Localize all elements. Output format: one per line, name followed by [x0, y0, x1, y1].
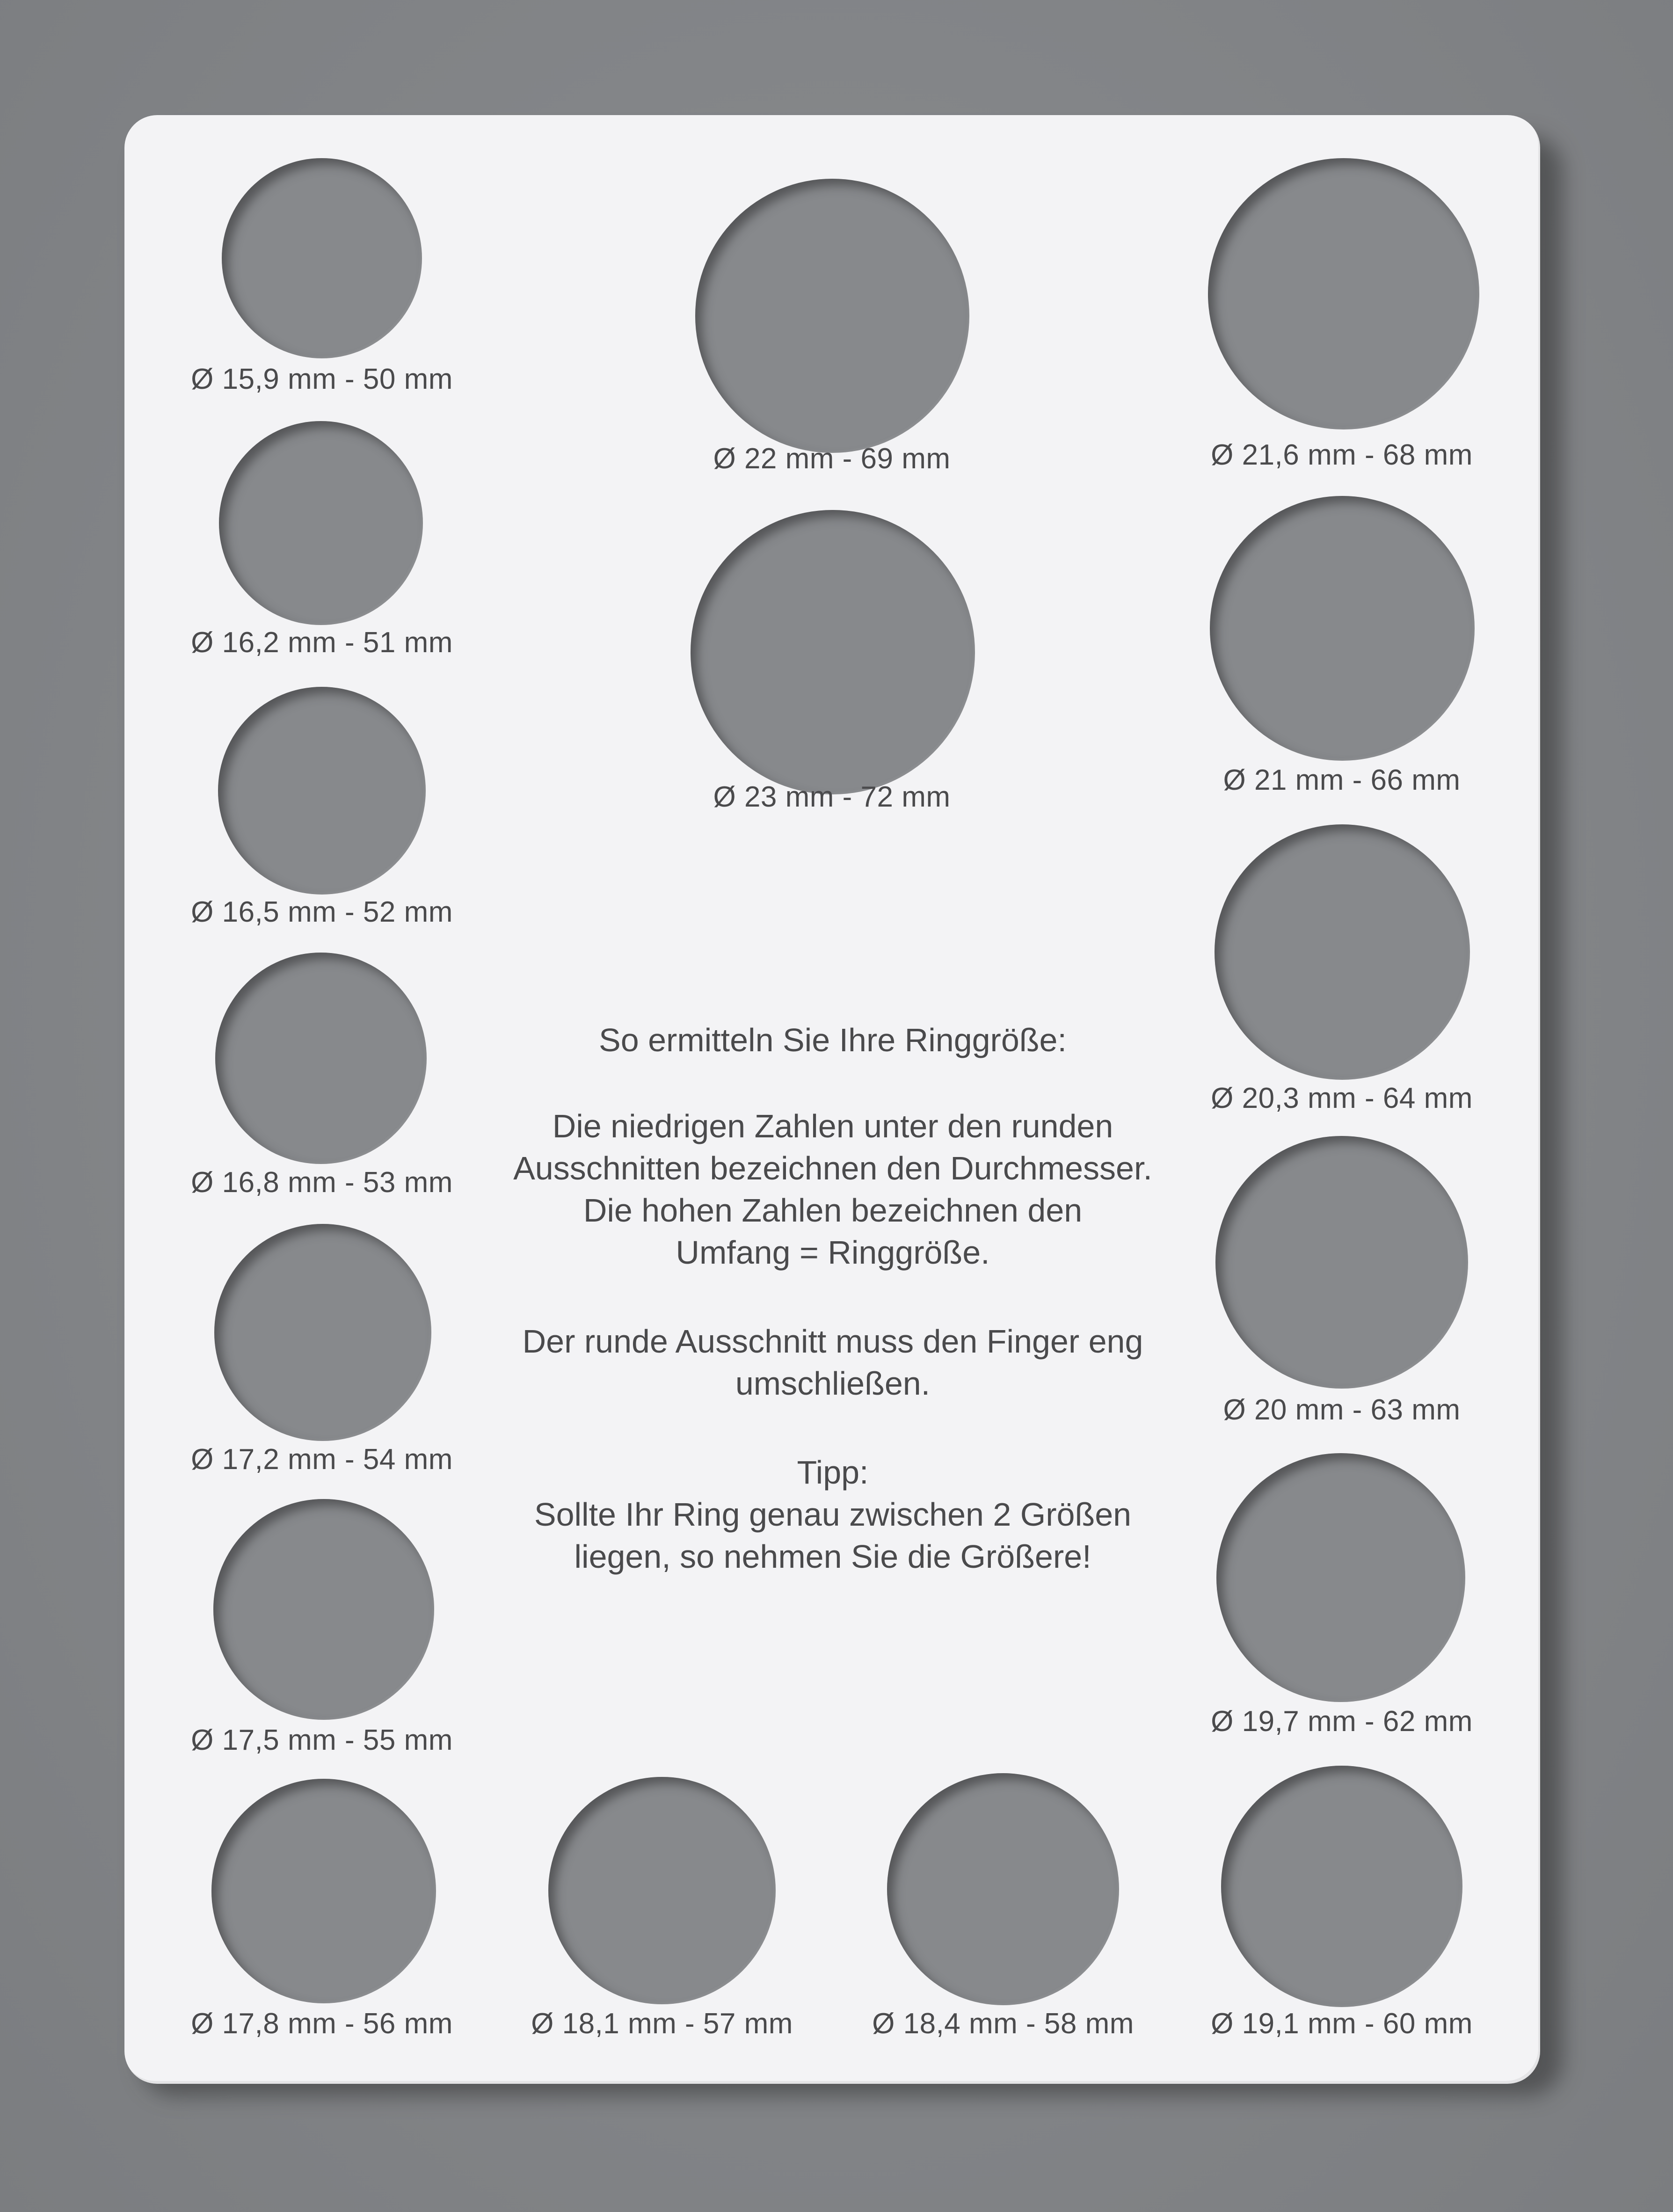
- hole-size-56: [211, 1779, 436, 2003]
- label-size-54: Ø 17,2 mm - 54 mm: [191, 1443, 453, 1476]
- hole-size-52: [218, 687, 426, 895]
- instructions-tip-line-2: liegen, so nehmen Sie die Größere!: [574, 1538, 1091, 1575]
- label-size-52: Ø 16,5 mm - 52 mm: [191, 896, 453, 928]
- hole-size-54: [214, 1224, 431, 1441]
- instructions-tip-line-1: Sollte Ihr Ring genau zwischen 2 Größen: [534, 1496, 1132, 1533]
- label-size-68: Ø 21,6 mm - 68 mm: [1211, 439, 1473, 471]
- label-size-62: Ø 19,7 mm - 62 mm: [1211, 1705, 1473, 1738]
- instructions-paragraph-1-line-2: Ausschnitten bezeichnen den Durchmesser.: [513, 1150, 1152, 1186]
- label-size-60: Ø 19,1 mm - 60 mm: [1211, 2008, 1473, 2040]
- label-size-53: Ø 16,8 mm - 53 mm: [191, 1166, 453, 1199]
- label-size-64: Ø 20,3 mm - 64 mm: [1211, 1082, 1473, 1114]
- instructions-paragraph-1-line-3: Die hohen Zahlen bezeichnen den: [583, 1192, 1083, 1229]
- hole-size-62: [1216, 1453, 1465, 1702]
- label-size-56: Ø 17,8 mm - 56 mm: [191, 2008, 453, 2040]
- label-size-57: Ø 18,1 mm - 57 mm: [531, 2008, 793, 2040]
- instructions-title: So ermitteln Sie Ihre Ringgröße:: [599, 1022, 1067, 1058]
- label-size-50: Ø 15,9 mm - 50 mm: [191, 363, 453, 395]
- hole-size-66: [1210, 496, 1475, 761]
- label-size-69: Ø 22 mm - 69 mm: [713, 443, 951, 475]
- label-size-63: Ø 20 mm - 63 mm: [1223, 1394, 1461, 1426]
- instructions-tip-title: Tipp:: [797, 1454, 869, 1491]
- hole-size-50: [222, 158, 422, 358]
- label-size-58: Ø 18,4 mm - 58 mm: [872, 2008, 1134, 2040]
- hole-size-72: [691, 510, 975, 794]
- hole-size-60: [1221, 1766, 1462, 2007]
- label-size-72: Ø 23 mm - 72 mm: [713, 781, 951, 813]
- instructions-paragraph-1-line-1: Die niedrigen Zahlen unter den runden: [552, 1108, 1113, 1144]
- instructions-paragraph-2-line-2: umschließen.: [735, 1365, 931, 1402]
- hole-size-63: [1215, 1136, 1468, 1389]
- hole-size-58: [887, 1773, 1119, 2005]
- hole-size-57: [548, 1777, 776, 2004]
- label-size-66: Ø 21 mm - 66 mm: [1223, 764, 1461, 796]
- hole-size-68: [1208, 158, 1479, 429]
- hole-size-64: [1215, 824, 1470, 1080]
- instructions-paragraph-2-line-1: Der runde Ausschnitt muss den Finger eng: [522, 1323, 1143, 1360]
- hole-size-69: [695, 179, 969, 453]
- hole-size-53: [215, 953, 427, 1164]
- label-size-55: Ø 17,5 mm - 55 mm: [191, 1724, 453, 1756]
- instructions-paragraph-1-line-4: Umfang = Ringgröße.: [676, 1234, 990, 1271]
- label-size-51: Ø 16,2 mm - 51 mm: [191, 626, 453, 659]
- hole-size-51: [219, 421, 423, 625]
- hole-size-55: [213, 1499, 434, 1720]
